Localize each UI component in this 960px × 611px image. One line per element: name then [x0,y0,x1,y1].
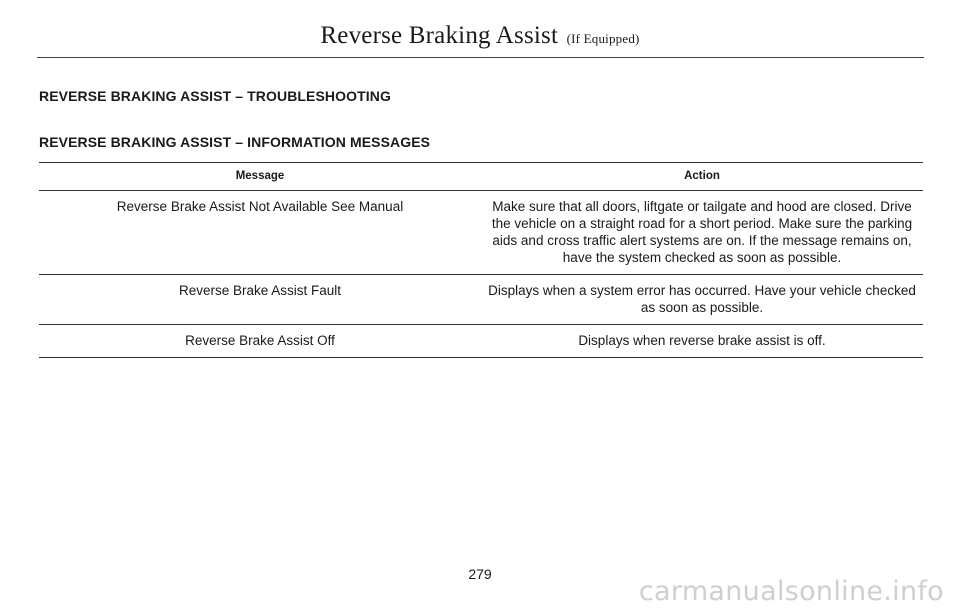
information-messages-heading: REVERSE BRAKING ASSIST – INFORMATION MESSAGES [39,134,431,150]
information-messages-table [39,162,923,358]
page-number: 279 [468,566,492,582]
watermark: carmanualsonline.info [638,576,944,607]
action-cell: Displays when a system error has occurred. Have your vehicle checked as soon as possible. [481,275,923,325]
action-cell: Make sure that all doors, liftgate or tailgate and hood are closed. Drive the vehicle on a straight road for a short period. Make sure the parking aids and cross traffic alert systems are on. If the message remains on, have the system checked as soon as possible. [481,191,923,275]
page-header [0,22,960,50]
table-row [39,325,923,358]
column-header-message: Message [39,163,481,191]
message-cell: Reverse Brake Assist Off [39,325,481,358]
page-title: Reverse Braking Assist [320,22,559,49]
troubleshooting-heading: REVERSE BRAKING ASSIST – TROUBLESHOOTING [39,88,391,104]
header-divider [37,57,924,58]
action-cell: Displays when reverse brake assist is off. [481,325,923,358]
message-cell: Reverse Brake Assist Not Available See Manual [39,191,481,275]
column-header-action: Action [481,163,923,191]
message-cell: Reverse Brake Assist Fault [39,275,481,325]
table-row [39,275,923,325]
table-header-row [39,163,923,191]
page-title-suffix: (If Equipped) [566,31,640,46]
table-row [39,191,923,275]
